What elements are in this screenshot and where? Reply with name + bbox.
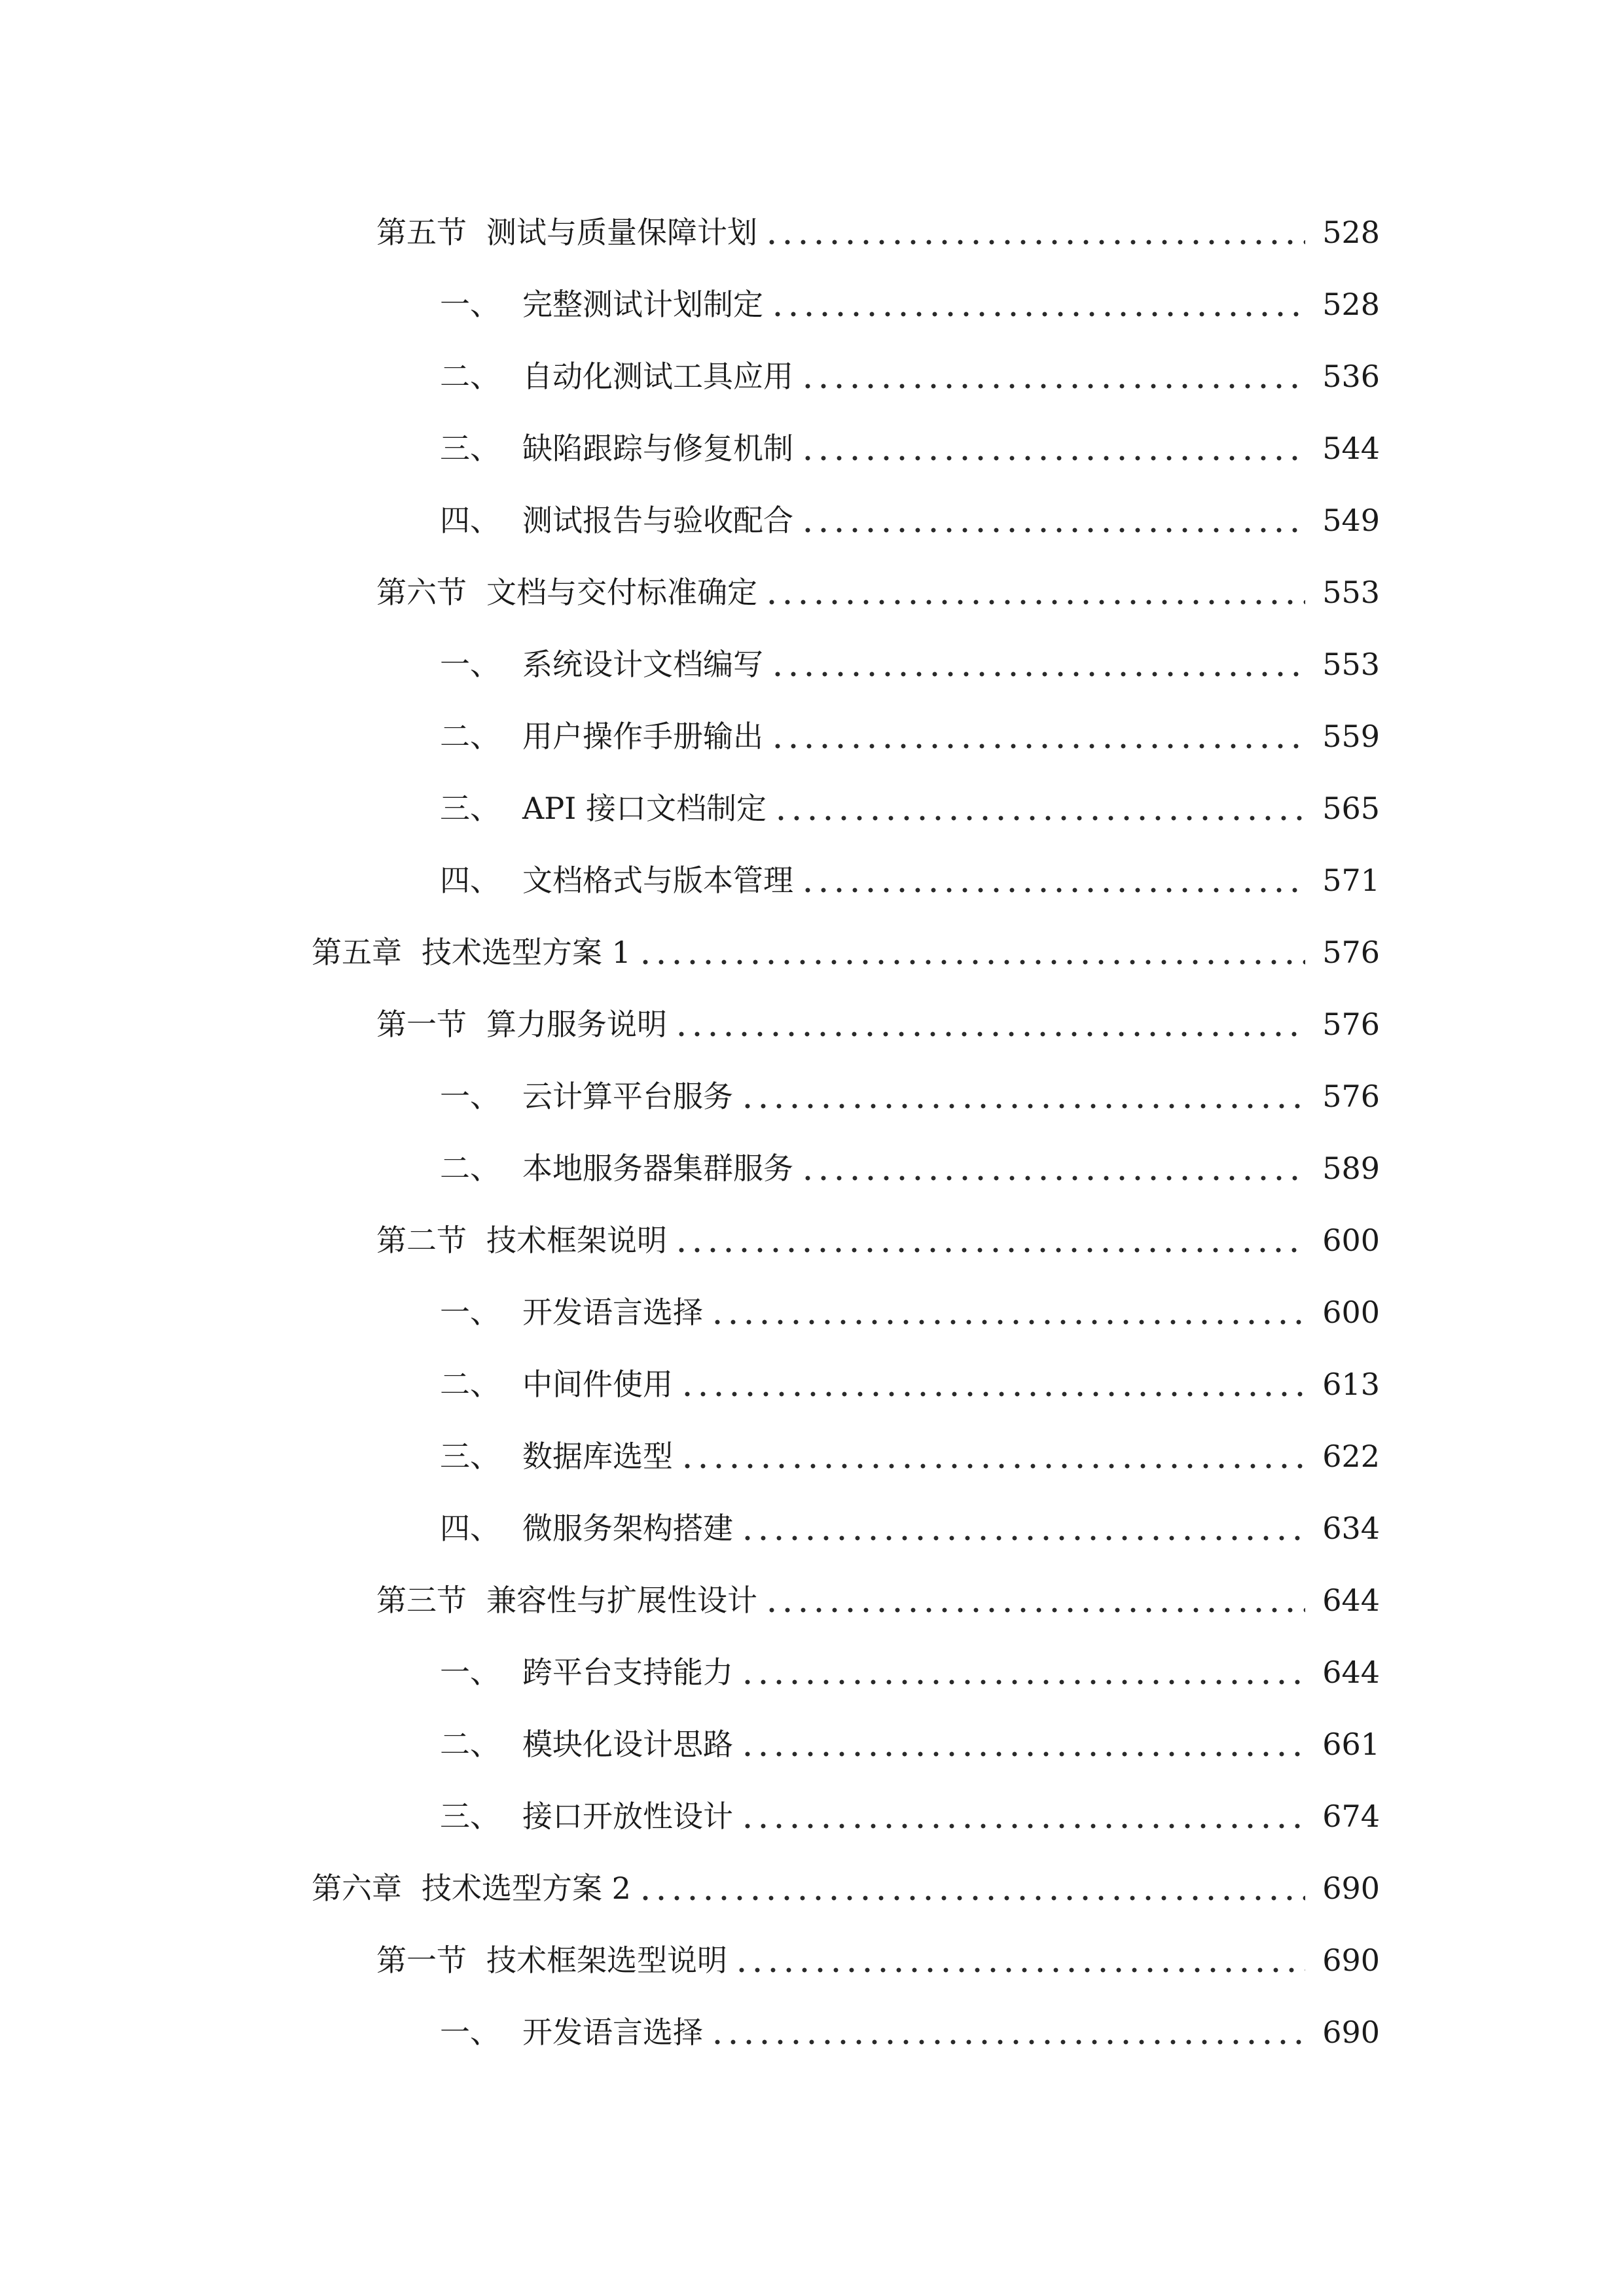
toc-entry-title: 跨平台支持能力 [522,1655,733,1690]
toc-entry-page-number: 565 [1322,791,1380,826]
dot-leader [674,1009,1305,1039]
toc-entry-page-number: 589 [1322,1151,1380,1186]
toc-entry-title: 开发语言选择 [522,1295,703,1330]
toc-entry[interactable] [0,1708,1624,1780]
toc-entry[interactable] [0,1276,1624,1348]
toc-entry-number: 三、 [440,791,500,826]
dot-leader [734,1945,1305,1975]
dot-leader [800,505,1305,535]
toc-entry-number: 第一节 [376,1007,467,1042]
toc-entry-number: 第五章 [312,935,402,970]
toc-entry-page-number: 674 [1322,1799,1380,1834]
toc-entry-page-number: 571 [1322,863,1380,898]
toc-entry-page-number: 528 [1322,287,1380,322]
toc-entry-title: 微服务架构搭建 [522,1511,733,1546]
dot-leader [770,721,1305,751]
dot-leader [740,1729,1305,1759]
toc-entry-page-number: 553 [1322,575,1380,610]
toc-entry-page-number: 544 [1322,431,1380,466]
toc-entry-title: 本地服务器集群服务 [522,1151,793,1186]
toc-entry-number: 一、 [440,287,500,322]
toc-entry[interactable] [0,1564,1624,1636]
toc-entry-page-number: 576 [1322,935,1380,970]
toc-entry-number: 二、 [440,719,500,754]
toc-entry-number: 三、 [440,431,500,466]
toc-entry[interactable] [0,700,1624,772]
toc-entry-title: 技术框架选型说明 [486,1943,727,1978]
toc-entry-number: 一、 [440,1079,500,1114]
toc-entry-title: 文档与交付标准确定 [486,575,757,610]
toc-entry-number: 第二节 [376,1223,467,1258]
toc-entry-number: 一、 [440,1655,500,1690]
toc-entry[interactable] [0,268,1624,340]
toc-entry[interactable] [0,1780,1624,1852]
toc-entry-page-number: 690 [1322,1871,1380,1906]
toc-entry-title: 中间件使用 [522,1367,673,1402]
dot-leader [764,217,1305,247]
toc-entry-title: 测试与质量保障计划 [486,215,757,250]
toc-entry-page-number: 661 [1322,1727,1380,1762]
table-of-contents [0,196,1624,2068]
toc-entry[interactable] [0,1924,1624,1996]
toc-entry-page-number: 644 [1322,1583,1380,1618]
toc-entry-number: 四、 [440,863,500,898]
toc-entry[interactable] [0,1420,1624,1492]
toc-entry-number: 第六章 [312,1871,402,1906]
toc-entry-number: 二、 [440,359,500,394]
toc-entry-number: 一、 [440,1295,500,1330]
dot-leader [800,1153,1305,1183]
toc-entry-page-number: 576 [1322,1079,1380,1114]
toc-entry-page-number: 690 [1322,2015,1380,2050]
dot-leader [674,1225,1305,1255]
toc-entry-title: 用户操作手册输出 [522,719,763,754]
toc-entry-page-number: 576 [1322,1007,1380,1042]
dot-leader [740,1513,1305,1543]
toc-entry[interactable] [0,844,1624,916]
toc-entry-page-number: 536 [1322,359,1380,394]
toc-entry-page-number: 600 [1322,1223,1380,1258]
toc-entry[interactable] [0,412,1624,484]
toc-entry-number: 第五节 [376,215,467,250]
dot-leader [764,1585,1305,1615]
dot-leader [800,361,1305,391]
toc-entry[interactable] [0,1852,1624,1924]
toc-entry-number: 二、 [440,1727,500,1762]
toc-entry-title: 技术选型方案 2 [422,1871,631,1906]
toc-entry-number: 第六节 [376,575,467,610]
toc-entry-title: 模块化设计思路 [522,1727,733,1762]
dot-leader [710,1297,1305,1327]
toc-entry-title: 技术选型方案 1 [422,935,631,970]
dot-leader [638,937,1305,967]
dot-leader [638,1873,1305,1903]
toc-entry-title: 缺陷跟踪与修复机制 [522,431,793,466]
toc-entry[interactable] [0,1132,1624,1204]
toc-entry-number: 三、 [440,1439,500,1474]
toc-entry-page-number: 559 [1322,719,1380,754]
toc-entry[interactable] [0,988,1624,1060]
dot-leader [773,793,1305,823]
toc-entry[interactable] [0,1492,1624,1564]
toc-entry[interactable] [0,916,1624,988]
toc-entry[interactable] [0,772,1624,844]
toc-entry-title: 技术框架说明 [486,1223,667,1258]
dot-leader [679,1369,1305,1399]
toc-entry[interactable] [0,556,1624,628]
toc-entry-title: 系统设计文档编写 [522,647,763,682]
toc-entry[interactable] [0,340,1624,412]
toc-entry-page-number: 690 [1322,1943,1380,1978]
toc-entry[interactable] [0,1204,1624,1276]
toc-entry-page-number: 553 [1322,647,1380,682]
dot-leader [800,865,1305,895]
toc-entry-title: 测试报告与验收配合 [522,503,793,538]
toc-entry[interactable] [0,1060,1624,1132]
toc-entry-number: 四、 [440,1511,500,1546]
toc-entry-title: API 接口文档制定 [522,791,767,826]
toc-entry-number: 四、 [440,503,500,538]
toc-entry-number: 一、 [440,647,500,682]
dot-leader [770,289,1305,319]
toc-entry-title: 兼容性与扩展性设计 [486,1583,757,1618]
toc-entry-page-number: 528 [1322,215,1380,250]
toc-entry[interactable] [0,628,1624,700]
dot-leader [770,649,1305,679]
toc-entry-number: 二、 [440,1151,500,1186]
toc-entry[interactable] [0,1636,1624,1708]
dot-leader [764,577,1305,607]
toc-entry-page-number: 622 [1322,1439,1380,1474]
toc-entry-title: 云计算平台服务 [522,1079,733,1114]
toc-entry-page-number: 600 [1322,1295,1380,1330]
toc-entry-number: 二、 [440,1367,500,1402]
toc-entry-number: 一、 [440,2015,500,2050]
toc-entry[interactable] [0,196,1624,268]
dot-leader [740,1801,1305,1831]
toc-entry-title: 数据库选型 [522,1439,673,1474]
dot-leader [800,433,1305,463]
toc-entry-title: 完整测试计划制定 [522,287,763,322]
toc-entry[interactable] [0,484,1624,556]
dot-leader [679,1441,1305,1471]
toc-entry-page-number: 634 [1322,1511,1380,1546]
toc-entry-page-number: 644 [1322,1655,1380,1690]
dot-leader [740,1081,1305,1111]
toc-entry-number: 第一节 [376,1943,467,1978]
toc-entry-title: 自动化测试工具应用 [522,359,793,394]
dot-leader [710,2017,1305,2047]
toc-entry[interactable] [0,1348,1624,1420]
toc-entry[interactable] [0,1996,1624,2068]
toc-entry-title: 开发语言选择 [522,2015,703,2050]
toc-entry-page-number: 613 [1322,1367,1380,1402]
toc-entry-title: 文档格式与版本管理 [522,863,793,898]
toc-entry-number: 三、 [440,1799,500,1834]
dot-leader [740,1657,1305,1687]
toc-entry-title: 接口开放性设计 [522,1799,733,1834]
toc-entry-title: 算力服务说明 [486,1007,667,1042]
toc-entry-page-number: 549 [1322,503,1380,538]
toc-entry-number: 第三节 [376,1583,467,1618]
